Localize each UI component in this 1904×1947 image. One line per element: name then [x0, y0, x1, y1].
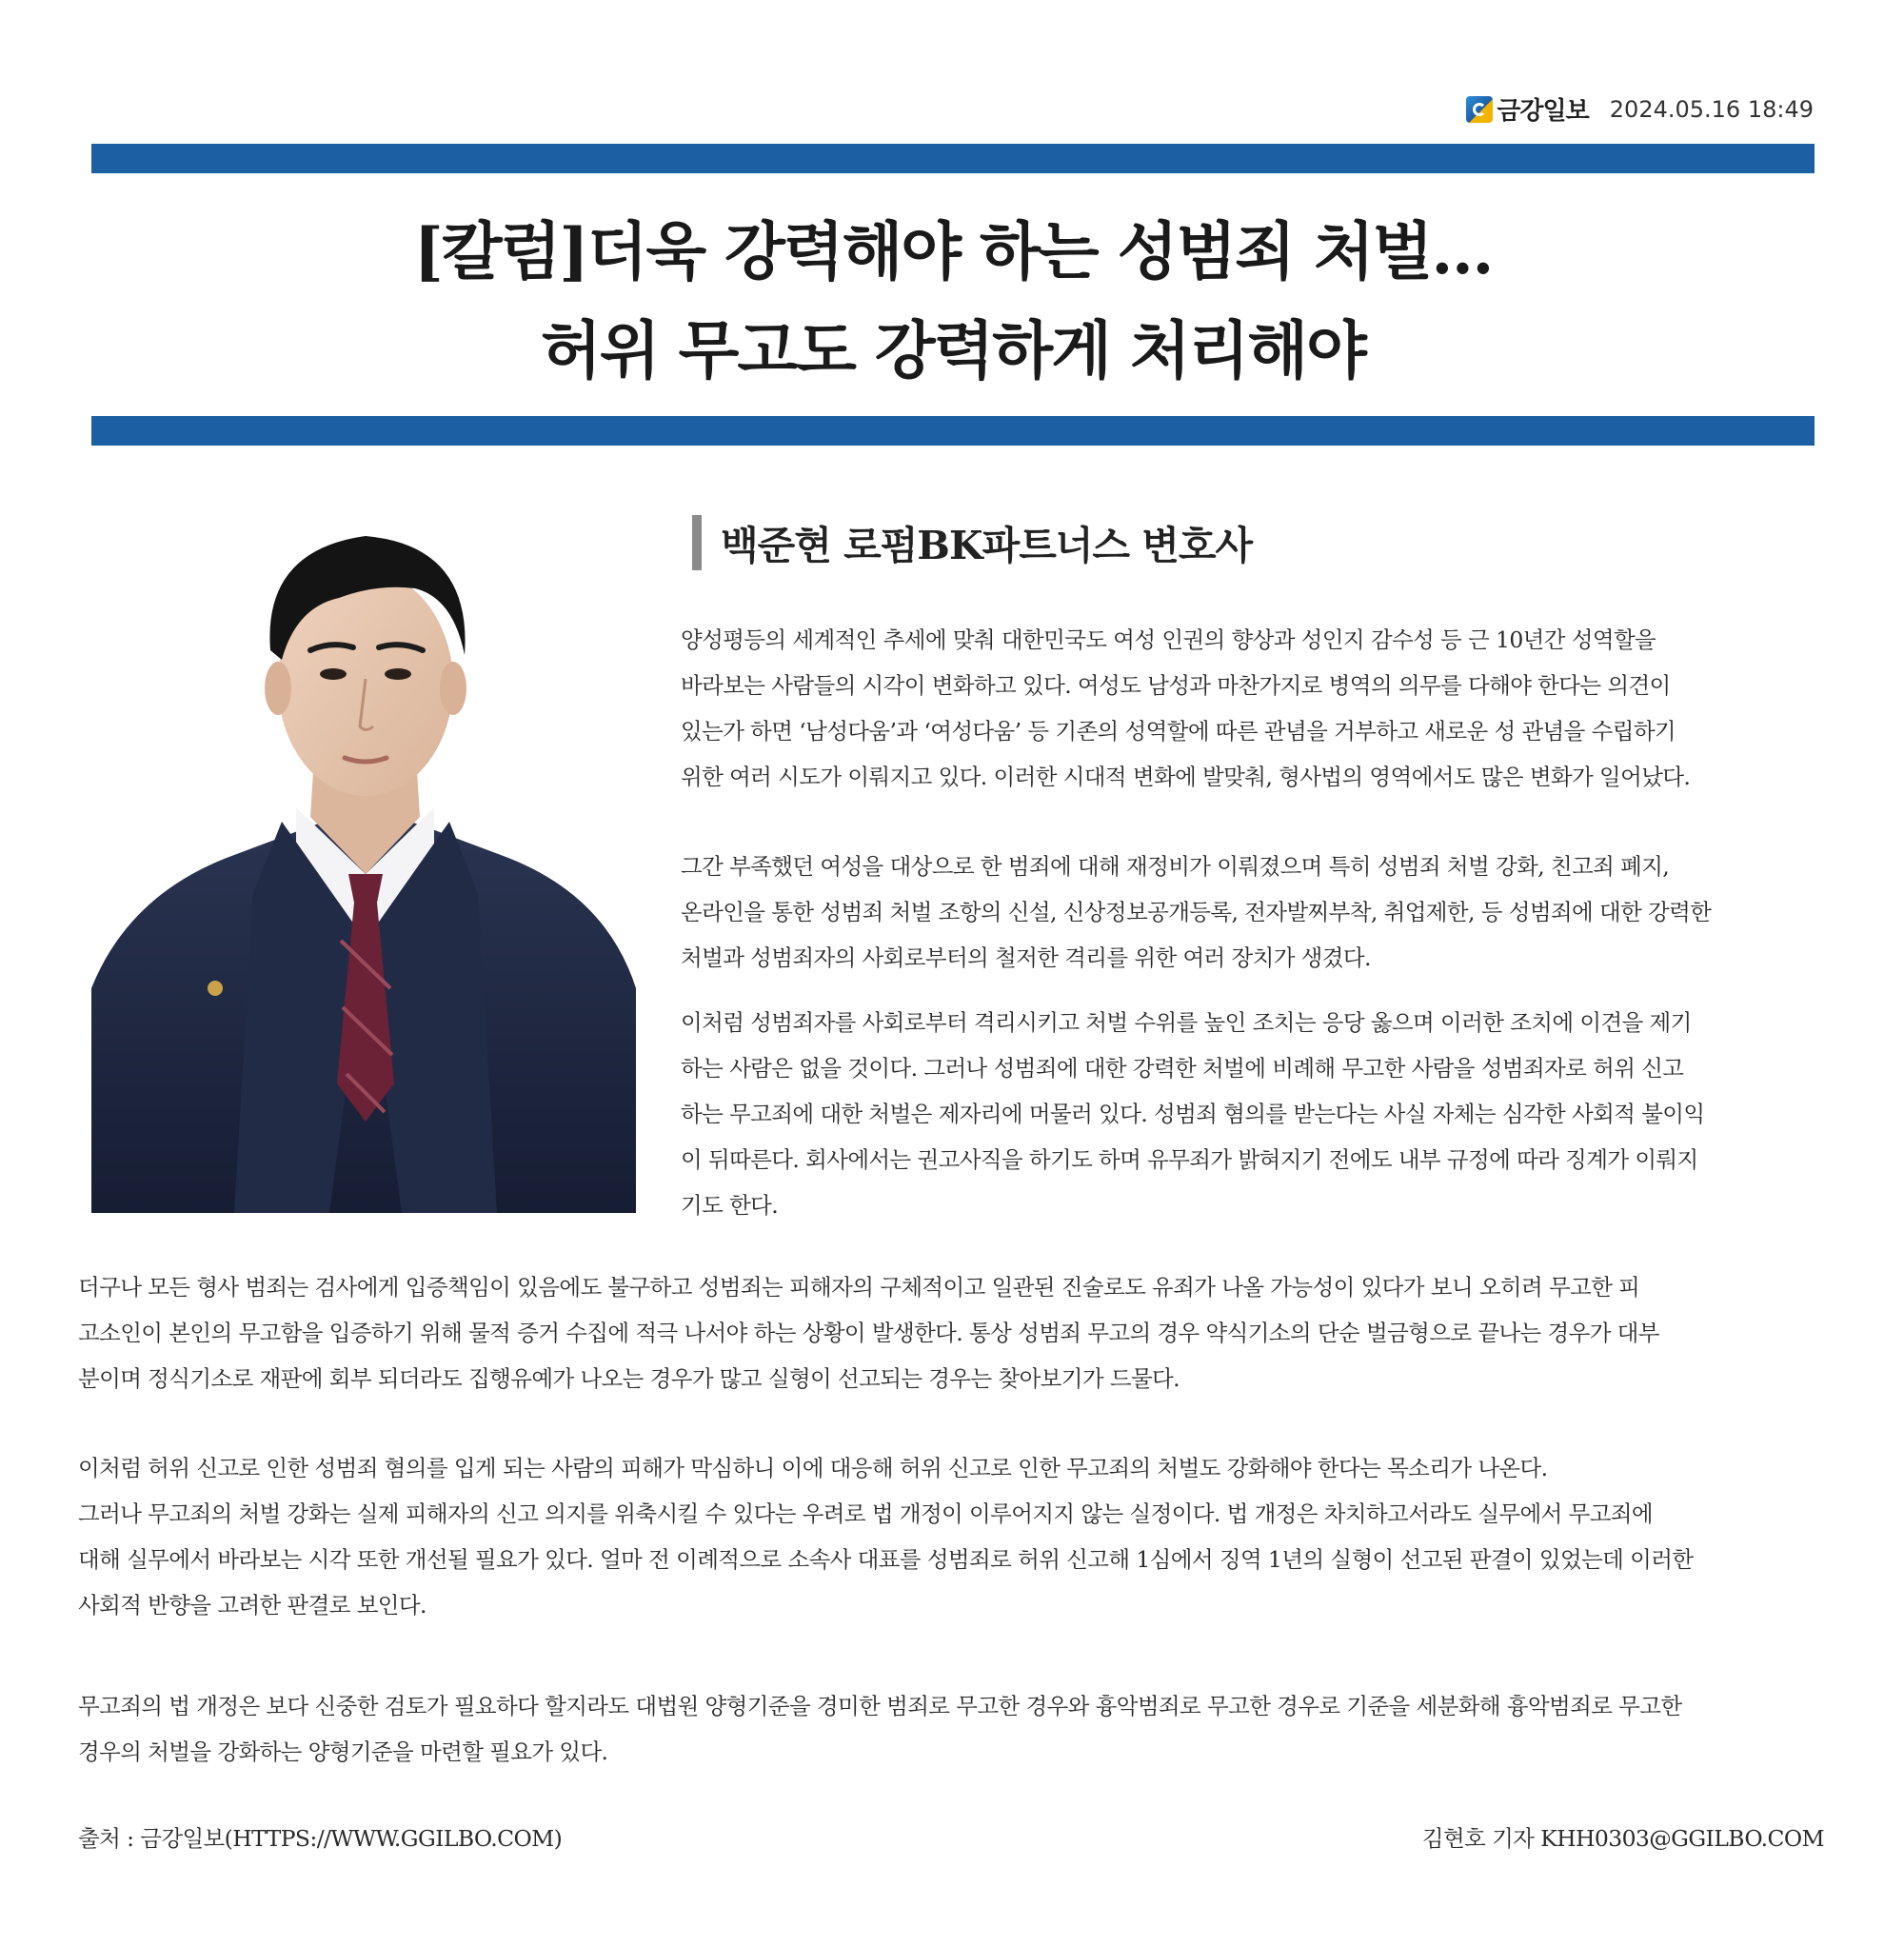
bottom-accent-bar	[91, 416, 1815, 446]
paragraph-line: 이처럼 성범죄자를 사회로부터 격리시키고 처벌 수위를 높인 조치는 응당 옳으며 이러한 조치에 이견을 제기	[681, 1009, 1692, 1036]
paragraph-line: 하는 사람은 없을 것이다. 그러나 성범죄에 대한 강력한 처벌에 비례해 무고한 사람을 성범죄자로 허위 신고	[681, 1055, 1684, 1082]
paragraph-5	[78, 1445, 1693, 1628]
byline-marker	[692, 515, 702, 570]
ggilbo-logo-icon	[1466, 96, 1493, 123]
paragraph-line: 기도 한다.	[681, 1192, 779, 1219]
paragraph-line: 고소인이 본인의 무고함을 입증하기 위해 물적 증거 수집에 적극 나서야 하는 상황이 발생한다. 통상 성범죄 무고의 경우 약식기소의 단순 벌금형으로 끝나는 경우가 대부	[78, 1320, 1659, 1346]
masthead	[1466, 91, 1814, 127]
publication-logo[interactable]	[1466, 91, 1588, 127]
paragraph-line: 바라보는 사람들의 시각이 변화하고 있다. 여성도 남성과 마찬가지로 병역의 의무를 다해야 한다는 의견이	[681, 672, 1671, 699]
reporter-credit: 김현호 기자 KHH0303@GGILBO.COM	[1421, 1825, 1824, 1852]
paragraph-line: 처벌과 성범죄자의 사회로부터의 철저한 격리를 위한 여러 장치가 생겼다.	[681, 944, 1371, 971]
paragraph-line: 있는가 하면 ‘남성다움’과 ‘여성다움’ 등 기존의 성역할에 따른 관념을 거부하고 새로운 성 관념을 수립하기	[681, 718, 1676, 745]
paragraph-6	[78, 1683, 1681, 1775]
author-photo	[91, 493, 636, 1213]
publication-name: 금강일보	[1497, 97, 1589, 126]
paragraph-line: 하는 무고죄에 대한 처벌은 제자리에 머물러 있다. 성범죄 혐의를 받는다는 사실 자체는 심각한 사회적 불이익	[681, 1101, 1705, 1127]
paragraph-line: 위한 여러 시도가 이뤄지고 있다. 이러한 시대적 변화에 발맞춰, 형사법의 영역에서도 많은 변화가 일어났다.	[681, 764, 1691, 790]
publish-date: 2024.05.16 18:49	[1609, 95, 1814, 123]
paragraph-2	[681, 844, 1711, 981]
paragraph-line: 양성평등의 세계적인 추세에 맞춰 대한민국도 여성 인권의 향상과 성인지 감수성 등 근 10년간 성역할을	[681, 626, 1656, 653]
paragraph-line: 무고죄의 법 개정은 보다 신중한 검토가 필요하다 할지라도 대법원 양형기준을 경미한 범죄로 무고한 경우와 흉악범죄로 무고한 경우로 기준을 세분화해 흉악범죄로 무고한	[78, 1693, 1682, 1719]
paragraph-line: 분이며 정식기소로 재판에 회부 되더라도 집행유예가 나오는 경우가 많고 실형이 선고되는 경우는 찾아보기가 드물다.	[78, 1365, 1180, 1392]
headline-line-2: 허위 무고도 강력하게 처리해야	[541, 313, 1365, 387]
paragraph-line: 그러나 무고죄의 처벌 강화는 실제 피해자의 신고 의지를 위축시킬 수 있다는 우려로 법 개정이 이루어지지 않는 실정이다. 법 개정은 차치하고서라도 실무에서 무고죄에	[78, 1500, 1654, 1527]
paragraph-line: 경우의 처벌을 강화하는 양형기준을 마련할 필요가 있다.	[78, 1738, 608, 1765]
paragraph-line: 온라인을 통한 성범죄 처벌 조항의 신설, 신상정보공개등록, 전자발찌부착, 취업제한, 등 성범죄에 대한 강력한	[681, 899, 1712, 925]
paragraph-4	[78, 1264, 1659, 1401]
source-credit: 출처 : 금강일보(HTTPS://WWW.GGILBO.COM)	[78, 1825, 563, 1852]
top-accent-bar	[91, 144, 1815, 173]
author-name: 백준현 로펌BK파트너스 변호사	[721, 523, 1253, 568]
paragraph-line: 대해 실무에서 바라보는 시각 또한 개선될 필요가 있다. 얼마 전 이례적으로 소속사 대표를 성범죄로 허위 신고해 1심에서 징역 1년의 실형이 선고된 판결이 있었는데 이러한	[78, 1546, 1694, 1573]
paragraph-3	[681, 1000, 1705, 1228]
article-headline	[91, 202, 1815, 400]
paragraph-line: 그간 부족했던 여성을 대상으로 한 범죄에 대해 재정비가 이뤄졌으며 특히 성범죄 처벌 강화, 친고죄 폐지,	[681, 853, 1670, 880]
headline-line-1: [칼럼]더욱 강력해야 하는 성범죄 처벌…	[413, 214, 1493, 288]
paragraph-line: 이처럼 허위 신고로 인한 성범죄 혐의를 입게 되는 사람의 피해가 막심하니 이에 대응해 허위 신고로 인한 무고죄의 처벌도 강화해야 한다는 목소리가 나온다.	[78, 1455, 1548, 1481]
paragraph-line: 사회적 반향을 고려한 판결로 보인다.	[78, 1592, 426, 1619]
author-byline	[692, 514, 1252, 570]
paragraph-line: 이 뒤따른다. 회사에서는 권고사직을 하기도 하며 유무죄가 밝혀지기 전에도 내부 규정에 따라 징계가 이뤄지	[681, 1146, 1698, 1173]
paragraph-line: 더구나 모든 형사 범죄는 검사에게 입증책임이 있음에도 불구하고 성범죄는 피해자의 구체적이고 일관된 진술로도 유죄가 나올 가능성이 있다가 보니 오히려 무고한 피	[78, 1274, 1640, 1301]
paragraph-1	[681, 617, 1690, 800]
